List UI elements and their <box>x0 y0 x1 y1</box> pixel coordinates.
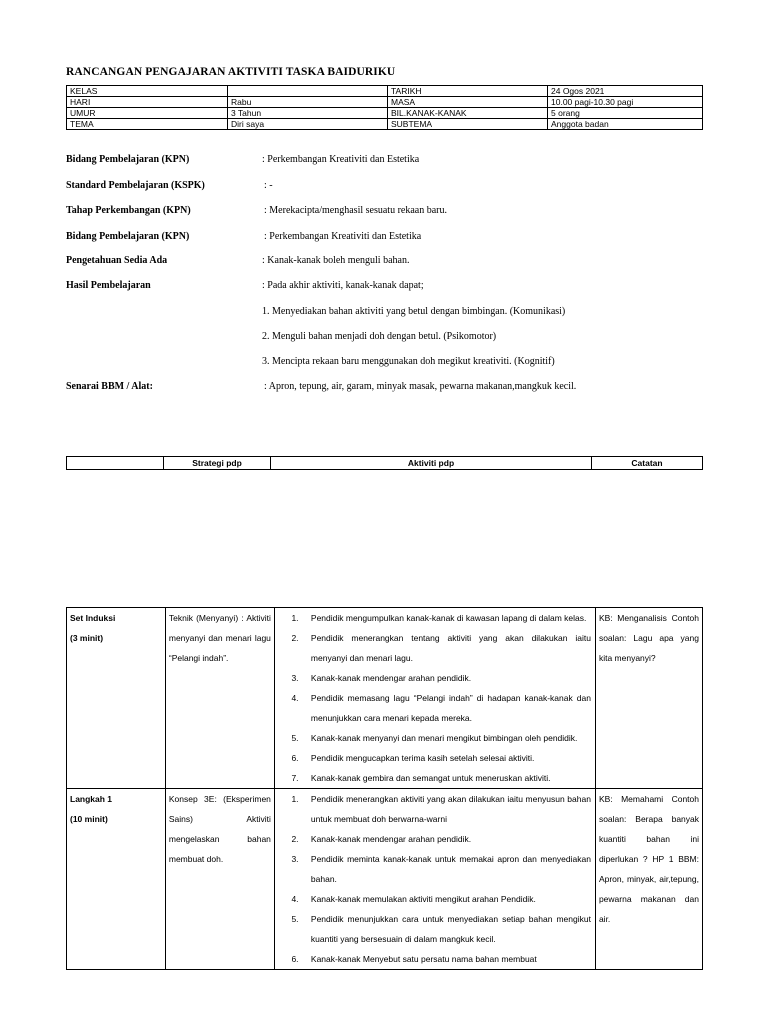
field-label: Senarai BBM / Alat: <box>66 381 153 392</box>
activity-item: 5. Pendidik menunjukkan cara untuk menyediakan setiap bahan mengikut kuantiti yang bersesuain di dalam mangkuk kecil. <box>301 909 591 949</box>
info-cell: Anggota badan <box>548 119 703 130</box>
phase-cell <box>67 789 166 970</box>
info-cell: BIL.KANAK-KANAK <box>388 108 548 119</box>
field-bidang-pembelajaran-2 <box>66 231 726 245</box>
field-bidang-pembelajaran <box>66 154 726 168</box>
phase-name: Set Induksi <box>70 613 116 623</box>
activity-item: 6. Kanak-kanak Menyebut satu persatu nama bahan membuat <box>301 949 591 969</box>
activity-list <box>275 789 591 969</box>
field-label: Bidang Pembelajaran (KPN) <box>66 154 190 165</box>
outcome-item <box>66 306 726 320</box>
phase-time: (3 minit) <box>70 633 104 643</box>
outcome-item <box>66 356 726 370</box>
phase-time: (10 minit) <box>70 814 108 824</box>
field-label: Hasil Pembelajaran <box>66 280 151 291</box>
info-row-umur <box>67 108 703 119</box>
field-pengetahuan-sedia-ada <box>66 255 726 269</box>
outcome-item <box>66 331 726 345</box>
phase-row-set-induksi <box>67 608 703 789</box>
strategy-cell: Teknik (Menyanyi) : Aktiviti menyanyi dan menari lagu “Pelangi indah”. <box>165 608 274 789</box>
field-hasil-pembelajaran <box>66 280 726 294</box>
phase-name: Langkah 1 <box>70 794 113 804</box>
activity-item: 6. Pendidik mengucapkan terima kasih setelah selesai aktiviti. <box>301 748 591 768</box>
info-cell: 24 Ogos 2021 <box>548 86 703 97</box>
document-title: RANCANGAN PENGAJARAN AKTIVITI TASKA BAIDURIKU <box>66 66 396 78</box>
activity-item: 1. Pendidik menerangkan aktiviti yang akan dilakukan iaitu menyusun bahan untuk membuat doh berwarna-warni <box>301 789 591 829</box>
info-row-kelas <box>67 86 703 97</box>
info-cell: KELAS <box>67 86 228 97</box>
field-value: : Pada akhir aktiviti, kanak-kanak dapat; <box>262 280 424 291</box>
info-cell: TEMA <box>67 119 228 130</box>
activity-item: 3. Pendidik meminta kanak-kanak untuk memakai apron dan menyediakan bahan. <box>301 849 591 889</box>
activity-item: 2. Kanak-kanak mendengar arahan pendidik. <box>301 829 591 849</box>
field-value: : - <box>264 180 273 191</box>
activities-cell <box>274 608 595 789</box>
note-cell: KB: Menganalisis Contoh soalan: Lagu apa yang kita menyanyi? <box>595 608 702 789</box>
info-cell: MASA <box>388 97 548 108</box>
info-table <box>66 85 703 130</box>
phase-cell <box>67 608 166 789</box>
info-cell: 5 orang <box>548 108 703 119</box>
header-cell-strategi: Strategi pdp <box>164 457 271 470</box>
info-cell: TARIKH <box>388 86 548 97</box>
field-value: : Kanak-kanak boleh menguli bahan. <box>262 255 410 266</box>
header-cell-empty <box>67 457 164 470</box>
header-cell-aktiviti: Aktiviti pdp <box>271 457 592 470</box>
outcome-text: 3. Mencipta rekaan baru menggunakan doh megikut kreativiti. (Kognitif) <box>262 356 555 367</box>
info-row-tema <box>67 119 703 130</box>
activities-cell <box>274 789 595 970</box>
info-cell: Rabu <box>228 97 388 108</box>
field-value: : Apron, tepung, air, garam, minyak masak, pewarna makanan,mangkuk kecil. <box>264 381 577 392</box>
info-cell: Diri saya <box>228 119 388 130</box>
field-value: : Merekacipta/menghasil sesuatu rekaan baru. <box>264 205 447 216</box>
activity-item: 4. Kanak-kanak memulakan aktiviti mengikut arahan Pendidik. <box>301 889 591 909</box>
field-label: Bidang Pembelajaran (KPN) <box>66 231 190 242</box>
activity-table <box>66 607 703 970</box>
info-cell: SUBTEMA <box>388 119 548 130</box>
info-row-hari <box>67 97 703 108</box>
field-standard-pembelajaran <box>66 180 726 194</box>
field-label: Pengetahuan Sedia Ada <box>66 255 168 266</box>
outcome-text: 2. Menguli bahan menjadi doh dengan betul. (Psikomotor) <box>262 331 497 342</box>
field-value: : Perkembangan Kreativiti dan Estetika <box>264 231 422 242</box>
info-cell: 10.00 pagi-10.30 pagi <box>548 97 703 108</box>
activity-item: 3. Kanak-kanak mendengar arahan pendidik. <box>301 668 591 688</box>
info-cell: 3 Tahun <box>228 108 388 119</box>
field-label: Standard Pembelajaran (KSPK) <box>66 180 205 191</box>
field-senarai-bbm <box>66 381 726 395</box>
header-row <box>67 457 703 470</box>
info-cell <box>228 86 388 97</box>
field-tahap-perkembangan <box>66 205 726 219</box>
strategy-cell: Konsep 3E: (Eksperimen Sains) Aktiviti mengelaskan bahan membuat doh. <box>165 789 274 970</box>
header-cell-catatan: Catatan <box>592 457 703 470</box>
activity-item: 7. Kanak-kanak gembira dan semangat untuk meneruskan aktiviti. <box>301 768 591 788</box>
activity-list <box>275 608 591 788</box>
phase-row-langkah-1 <box>67 789 703 970</box>
outcome-text: 1. Menyediakan bahan aktiviti yang betul dengan bimbingan. (Komunikasi) <box>262 306 566 317</box>
activity-item: 5. Kanak-kanak menyanyi dan menari mengikut bimbingan oleh pendidik. <box>301 728 591 748</box>
activity-item: 2. Pendidik menerangkan tentang aktiviti yang akan dilakukan iaitu menyanyi dan menari lagu. <box>301 628 591 668</box>
note-cell: KB: Memahami Contoh soalan: Berapa banyak kuantiti bahan ini diperlukan ? HP 1 BBM: Apron, minyak, air,tepung, pewarna makanan dan air. <box>595 789 702 970</box>
field-label: Tahap Perkembangan (KPN) <box>66 205 191 216</box>
activity-header-table <box>66 456 703 470</box>
activity-item: 4. Pendidik memasang lagu “Pelangi indah” di hadapan kanak-kanak dan menunjukkan cara menari kepada mereka. <box>301 688 591 728</box>
info-cell: UMUR <box>67 108 228 119</box>
field-value: : Perkembangan Kreativiti dan Estetika <box>262 154 420 165</box>
info-cell: HARI <box>67 97 228 108</box>
activity-item: 1. Pendidik mengumpulkan kanak-kanak di kawasan lapang di dalam kelas. <box>301 608 591 628</box>
